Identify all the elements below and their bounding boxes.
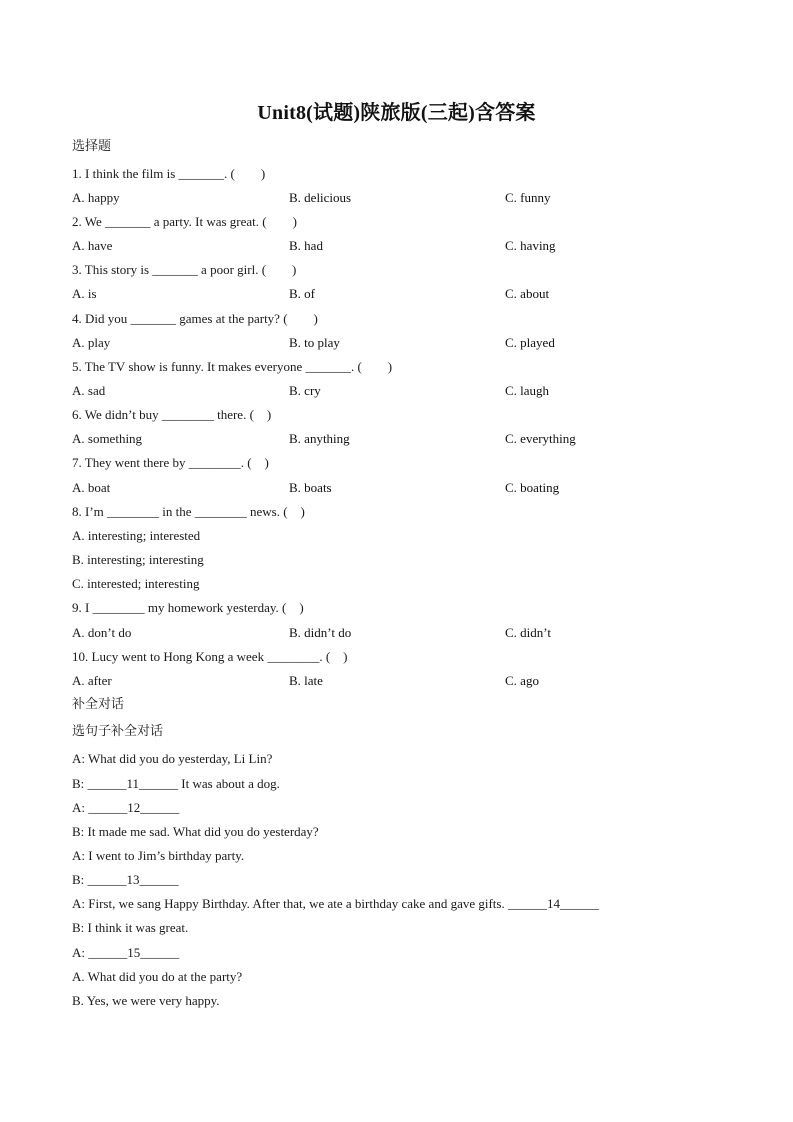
option-a: A. boat [72, 480, 111, 495]
dialogue-line: A: First, we sang Happy Birthday. After that, we ate a birthday cake and gave gifts. ______14______ [72, 896, 599, 911]
question-9: 9. I ________ my homework yesterday. ( ) [72, 600, 304, 615]
section-heading-dialogue: 补全对话 [72, 697, 125, 712]
option-b: B. of [289, 286, 315, 301]
question-8: 8. I’m ________ in the ________ news. ( ) [72, 504, 305, 519]
question-6: 6. We didn’t buy ________ there. ( ) [72, 407, 272, 422]
question-2: 2. We _______ a party. It was great. ( ) [72, 214, 297, 229]
option-c: C. laugh [505, 383, 550, 398]
dialogue-line: A: I went to Jim’s birthday party. [72, 848, 245, 863]
option-a: A. interesting; interested [72, 528, 201, 543]
dialogue-option: B. Yes, we were very happy. [72, 993, 220, 1008]
option-b: B. didn’t do [289, 625, 352, 640]
dialogue-line: B: ______13______ [72, 872, 179, 887]
question-5: 5. The TV show is funny. It makes everyone _______. ( ) [72, 359, 393, 374]
option-a: A. something [72, 431, 143, 446]
option-b: B. cry [289, 383, 321, 398]
dialogue-line: B: I think it was great. [72, 920, 189, 935]
option-c: C. about [505, 286, 550, 301]
option-b: B. late [289, 673, 323, 688]
option-b: B. had [289, 238, 323, 253]
option-b: B. delicious [289, 190, 352, 205]
option-c: C. didn’t [505, 625, 551, 640]
option-a: A. have [72, 238, 113, 253]
question-4: 4. Did you _______ games at the party? ( ) [72, 311, 318, 326]
option-c: C. boating [505, 480, 560, 495]
question-1: 1. I think the film is _______. ( ) [72, 166, 266, 181]
option-a: A. sad [72, 383, 106, 398]
section-heading-choice: 选择题 [72, 139, 112, 154]
option-a: A. is [72, 286, 97, 301]
dialogue-line: B: It made me sad. What did you do yesterday? [72, 824, 319, 839]
option-c: C. funny [505, 190, 551, 205]
option-b: B. anything [289, 431, 350, 446]
dialogue-line: B: ______11______ It was about a dog. [72, 776, 280, 791]
question-7: 7. They went there by ________. ( ) [72, 455, 269, 470]
dialogue-line: A: ______15______ [72, 945, 180, 960]
question-3: 3. This story is _______ a poor girl. ( ) [72, 262, 297, 277]
option-a: A. after [72, 673, 112, 688]
option-c: C. interested; interesting [72, 576, 200, 591]
dialogue-line: A: ______12______ [72, 800, 180, 815]
dialogue-line: A: What did you do yesterday, Li Lin? [72, 751, 273, 766]
option-b: B. to play [289, 335, 340, 350]
section-subheading: 选句子补全对话 [72, 724, 164, 739]
page-title: Unit8(试题)陕旅版(三起)含答案 [257, 102, 536, 124]
option-b: B. boats [289, 480, 332, 495]
question-10: 10. Lucy went to Hong Kong a week ________. ( ) [72, 649, 348, 664]
option-a: A. don’t do [72, 625, 132, 640]
option-c: C. everything [505, 431, 576, 446]
dialogue-option: A. What did you do at the party? [72, 969, 243, 984]
option-c: C. having [505, 238, 556, 253]
option-c: C. played [505, 335, 555, 350]
option-c: C. ago [505, 673, 539, 688]
option-a: A. play [72, 335, 111, 350]
option-b: B. interesting; interesting [72, 552, 204, 567]
option-a: A. happy [72, 190, 120, 205]
